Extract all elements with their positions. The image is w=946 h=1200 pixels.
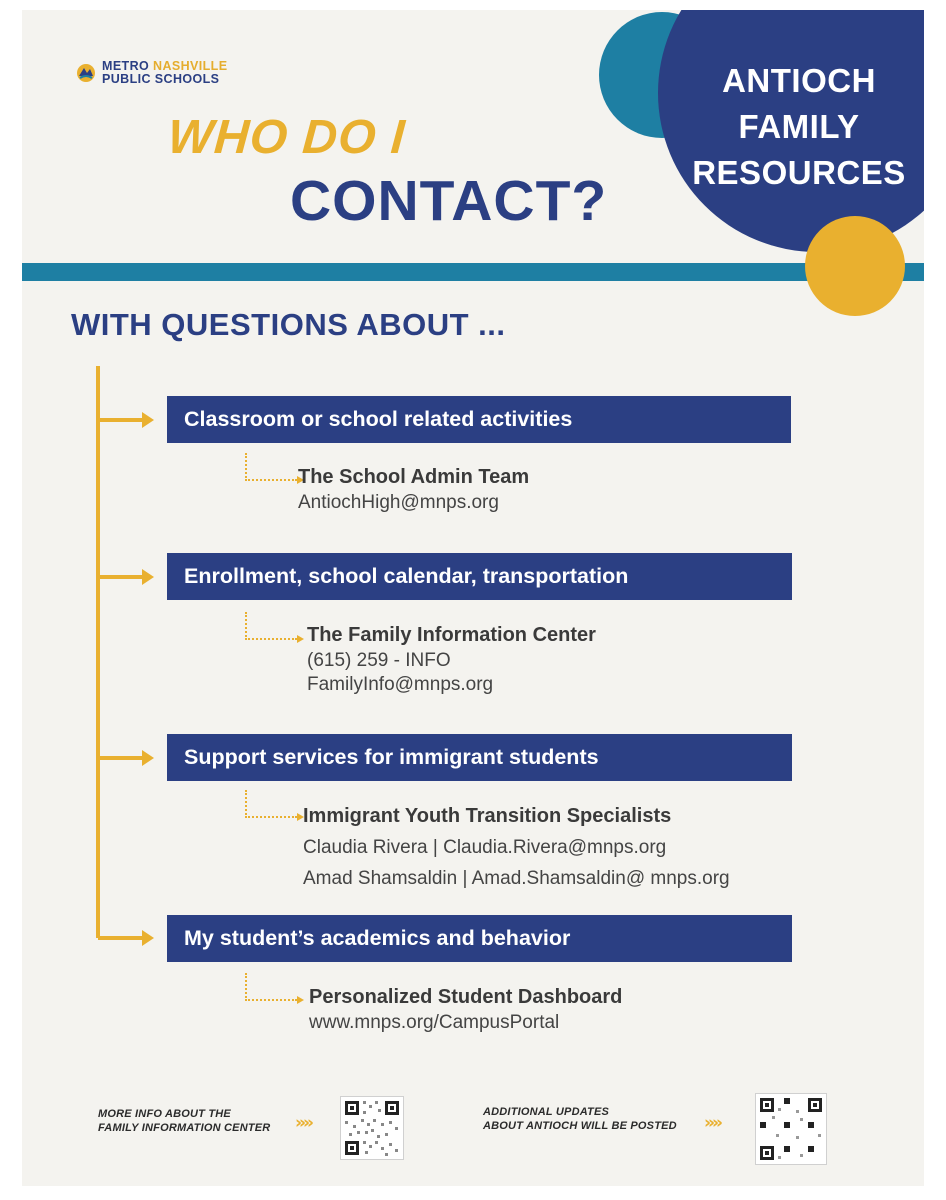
chevrons-icon: »»	[295, 1113, 311, 1133]
logo-text	[102, 60, 227, 86]
footer-note-family-info	[98, 1107, 270, 1135]
contact-name: The School Admin Team	[298, 466, 530, 488]
antioch-family-resources-badge	[682, 58, 916, 196]
footer-right-line-2: ABOUT ANTIOCH WILL BE POSTED	[483, 1120, 677, 1132]
headline-who-do-i: WHO DO I	[166, 111, 408, 164]
contact-claudia: Claudia Rivera | Claudia.Rivera@mnps.org	[303, 837, 667, 858]
contact-name: The Family Information Center	[307, 624, 596, 646]
headline-contact: CONTACT?	[290, 169, 608, 233]
contact-block-admin	[298, 466, 529, 514]
chevrons-icon: »»	[704, 1113, 720, 1133]
footer-left-line-1: MORE INFO ABOUT THE	[98, 1108, 231, 1120]
arrow-icon	[98, 575, 144, 579]
arrow-icon	[98, 936, 144, 940]
gold-circle	[805, 216, 905, 316]
contact-url: www.mnps.org/CampusPortal	[309, 1012, 560, 1033]
badge-line-1: ANTIOCH	[722, 62, 876, 99]
logo-nashville: NASHVILLE	[153, 59, 228, 73]
contact-block-family-info	[307, 624, 596, 696]
contact-phone: (615) 259 - INFO	[307, 650, 451, 671]
contact-block-specialists	[303, 805, 730, 890]
tree-spine	[96, 366, 100, 938]
contact-email: FamilyInfo@mnps.org	[307, 674, 494, 695]
qr-code-icon[interactable]	[340, 1096, 404, 1160]
logo-metro: METRO	[102, 59, 154, 73]
topic-bar-immigrant: Support services for immigrant students	[167, 734, 792, 781]
contact-block-dashboard	[309, 986, 622, 1034]
contact-name: Immigrant Youth Transition Specialists	[303, 805, 672, 827]
arrow-icon	[98, 418, 144, 422]
connector-arrow-icon	[245, 790, 297, 818]
mnps-logo	[76, 60, 227, 86]
badge-line-2: FAMILY	[738, 108, 860, 145]
questions-heading: WITH QUESTIONS ABOUT ...	[71, 307, 506, 342]
arrow-icon	[98, 756, 144, 760]
topic-bar-enrollment: Enrollment, school calendar, transportation	[167, 553, 792, 600]
footer-note-updates	[483, 1105, 677, 1133]
topic-bar-academics: My student’s academics and behavior	[167, 915, 792, 962]
contact-name: Personalized Student Dashboard	[309, 986, 623, 1008]
logo-public-schools: PUBLIC SCHOOLS	[102, 72, 220, 86]
connector-arrow-icon	[245, 453, 297, 481]
mnps-logo-icon	[76, 63, 96, 83]
connector-arrow-icon	[245, 973, 297, 1001]
qr-code-icon[interactable]	[755, 1093, 827, 1165]
badge-line-3: RESOURCES	[692, 154, 906, 191]
connector-arrow-icon	[245, 612, 297, 640]
contact-amad: Amad Shamsaldin | Amad.Shamsaldin@ mnps.org	[303, 868, 730, 889]
flyer	[22, 10, 924, 1186]
footer-left-line-2: FAMILY INFORMATION CENTER	[98, 1122, 271, 1134]
divider-band	[22, 263, 924, 281]
contact-email: AntiochHigh@mnps.org	[298, 492, 499, 513]
topic-bar-classroom: Classroom or school related activities	[167, 396, 791, 443]
footer-right-line-1: ADDITIONAL UPDATES	[483, 1106, 610, 1118]
